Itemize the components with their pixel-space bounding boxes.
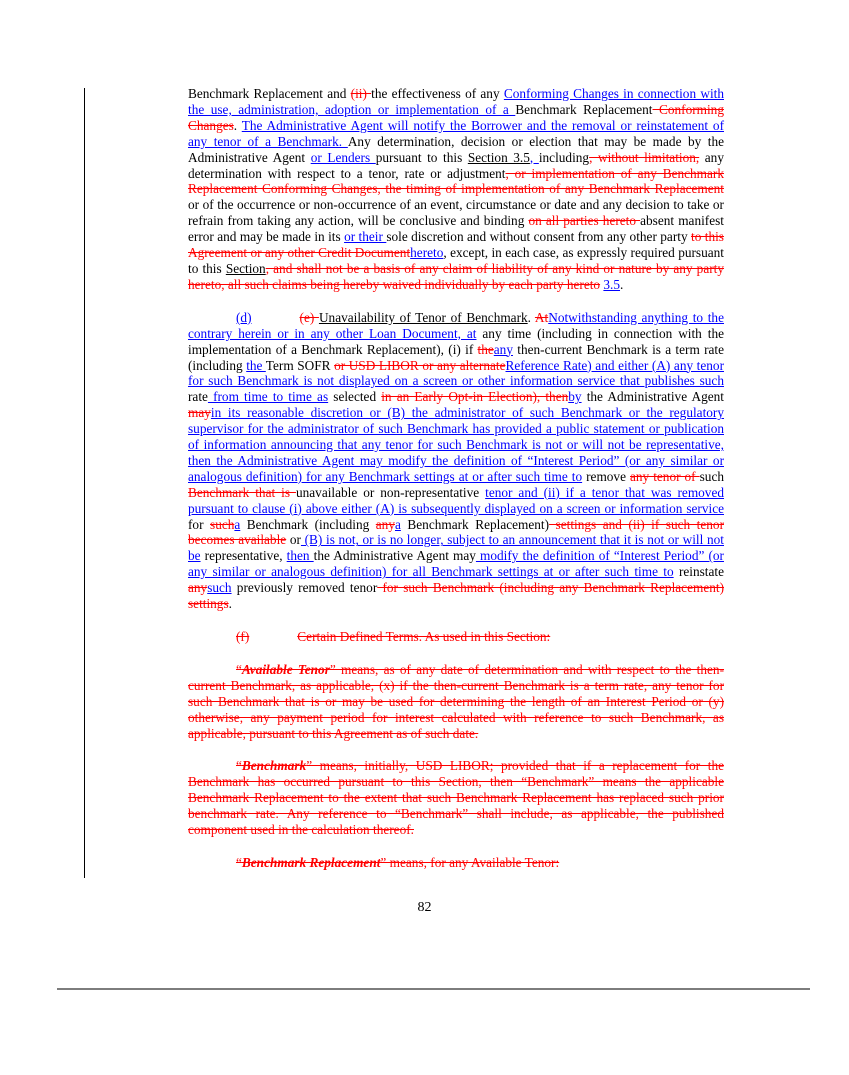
text-run: remove (582, 468, 630, 484)
definition-benchmark (188, 758, 724, 838)
deleted-text: ” means, for any Available Tenor: (380, 854, 560, 870)
deleted-text: , and shall not be a basis of any claim of liability of any kind or nature by any party hereto, all such claims being hereby waived individually by each party hereto (188, 260, 725, 292)
text-run: absent manifest error and may be made in its (188, 213, 724, 245)
inserted-text: such (207, 580, 232, 596)
text-run: . (620, 276, 624, 292)
deleted-text: such (210, 516, 235, 532)
text-run: the effectiveness of any (371, 86, 504, 101)
text-run: selected (328, 389, 382, 405)
text-run: Benchmark (including (240, 516, 376, 532)
underlined-text: Section 3.5 (467, 149, 530, 165)
text-run: Benchmark Replacement and (188, 86, 351, 101)
deleted-text: in an Early Opt-in Election), then (381, 389, 569, 405)
inserted-text: a (394, 516, 401, 532)
deleted-text: any tenor of (630, 468, 700, 484)
deleted-defined-term: Benchmark Replacement (241, 854, 381, 870)
deleted-text: , without limitation, (589, 149, 700, 165)
deleted-text: (e) (299, 309, 319, 325)
text-run: . (228, 596, 232, 612)
deleted-text: “ (236, 661, 242, 677)
underlined-text: Unavailability of Tenor of Benchmark (318, 309, 528, 325)
inserted-text: Notwithstanding anything to the contrary herein or in any other Loan Document, at (188, 309, 724, 341)
inserted-text: a (234, 516, 241, 532)
deleted-text: to this Agreement or any other Credit Document (188, 229, 724, 261)
text-run: sole discretion and without consent from any other party (386, 229, 692, 245)
deleted-text: Certain Defined Terms. As used in this Section: (297, 629, 551, 644)
inserted-text: tenor and (ii) if a tenor that was removed pursuant to clause (i) above either (A) is subsequently displayed on a screen or information service (188, 484, 725, 516)
inserted-text: hereto (410, 245, 444, 261)
deleted-text: may (188, 405, 211, 421)
definition-benchmark-replacement (188, 855, 724, 871)
text-run: reinstate (673, 564, 724, 580)
text-run: any determination with respect to a tenor, rate or adjustment (188, 149, 724, 181)
footer-divider (57, 988, 810, 990)
text-run: , except, in each case, as expressly required pursuant to this (188, 245, 724, 276)
inserted-text: the (246, 357, 266, 373)
text-run: the Administrative Agent may (313, 548, 476, 564)
inserted-text: Conforming Changes in connection with the use, administration, adoption or implementation of a (188, 86, 724, 117)
deleted-text: ” means, as of any date of determination and with respect to the then-current Benchmark, as applicable, (x) if the then-current Benchmark is a term rate, any tenor for such Benchmark that is or may be used for determining the length of an Interest Period or (y) otherwise, any payment period for interest calculated with reference to such Benchmark, as applicable, pursuant to this Agreement as of such date. (188, 661, 725, 741)
deleted-text: the (477, 341, 494, 357)
text-run: any time (including in connection with the implementation of a Benchmark Replacement), (i) if (188, 325, 724, 357)
text-run: such (699, 468, 724, 484)
text-run: the Administrative Agent (581, 389, 725, 405)
deleted-text: any (188, 580, 208, 596)
inserted-text: any (493, 341, 513, 357)
paragraph-unavailability-of-tenor (188, 310, 724, 612)
deleted-text: on all parties hereto (528, 213, 641, 229)
inserted-text: or Lenders (310, 149, 376, 165)
deleted-text: Conforming Changes (188, 101, 724, 133)
paragraph-certain-defined-terms (188, 629, 724, 645)
deleted-text: At (534, 309, 549, 325)
text-run: representative, (200, 548, 287, 564)
inserted-text: or their (344, 229, 387, 245)
inserted-text: modify the definition of “Interest Period” (or any similar or analogous definition) for all Benchmark settings at or after such time to (188, 548, 724, 580)
text-run: or of the occurrence or non-occurrence of an event, circumstance or date and any decision to take or refrain from taking any action, will be conclusive and binding (188, 197, 724, 229)
text-run: Benchmark Replacement (515, 101, 653, 117)
document-body (188, 86, 724, 888)
deleted-text: “ (236, 758, 242, 774)
page-number: 82 (417, 900, 432, 915)
inserted-text: then (286, 548, 314, 564)
text-run: Benchmark Replacement) (400, 516, 550, 532)
deleted-text: ” means, initially, USD LIBOR; provided that if a replacement for the Benchmark has occurred pursuant to this Section, then “Benchmark” means the applicable Benchmark Replacement to the extent that such Benchmark Replacement has replaced such prior benchmark rate. Any reference to “Benchmark” shall include, as applicable, the published component used in the calculation thereof. (188, 758, 724, 838)
inserted-text: from time to time as (207, 389, 329, 405)
deleted-text: Benchmark that is (188, 484, 296, 500)
deleted-text: or USD LIBOR or any alternate (334, 357, 506, 373)
text-run: rate (188, 389, 208, 405)
change-bar (84, 88, 85, 878)
deleted-text: (ii) (350, 86, 372, 101)
tab-space (249, 629, 297, 645)
inserted-text: by (568, 389, 582, 405)
text-run: unavailable or non-representative (295, 484, 486, 500)
text-run: for (188, 516, 211, 532)
deleted-text: settings and (ii) if such tenor becomes available (188, 516, 724, 548)
text-run: including (538, 149, 590, 165)
deleted-defined-term: Benchmark (241, 758, 307, 774)
text-run: or (286, 532, 301, 548)
inserted-text: , (529, 149, 539, 165)
deleted-text: “ (236, 854, 242, 870)
paragraph-conforming-changes (188, 86, 724, 293)
inserted-text: 3.5 (603, 276, 621, 292)
deleted-text: any (375, 516, 395, 532)
inserted-text: The Administrative Agent will notify the Borrower and the removal or reinstatement of any tenor of a Benchmark. (188, 117, 724, 149)
inserted-text: in its reasonable discretion or (B) the administrator of such Benchmark or the regulatory supervisor for the administrator of such Benchmark has provided a public statement or publication of information announcing that any tenor for such Benchmark is not or will not be representative, then the Administrative Agent may modify the definition of “Interest Period” (or any similar or analogous definition) for any Benchmark settings at or after such time to (188, 405, 724, 484)
inserted-text: (d) (236, 309, 252, 325)
text-run: previously removed tenor (231, 580, 378, 596)
deleted-text: for such Benchmark (including any Benchmark Replacement) settings (188, 580, 724, 612)
tab-space (252, 310, 300, 326)
inserted-text: Reference Rate) and either (A) any tenor for such Benchmark is not displayed on a screen or other information service that publishes such (188, 357, 724, 389)
text-run: pursuant to this (375, 149, 468, 165)
text-run: Any determination, decision or election that may be made by the Administrative Agent (188, 133, 724, 165)
text-run: then-current Benchmark is a term rate (including (188, 341, 724, 373)
inserted-text: (B) is not, or is no longer, subject to an announcement that it is not or will not be (188, 532, 724, 564)
deleted-text: , or implementation of any Benchmark Replacement Conforming Changes, the timing of implementation of any Benchmark Replacement (188, 165, 724, 197)
deleted-defined-term: Available Tenor (241, 661, 330, 677)
text-run: . (527, 309, 535, 325)
definition-available-tenor (188, 662, 724, 742)
text-run: Term SOFR (265, 357, 335, 373)
deleted-text: (f) (236, 629, 250, 644)
underlined-text: Section (225, 260, 266, 276)
text-run: . (233, 117, 242, 133)
